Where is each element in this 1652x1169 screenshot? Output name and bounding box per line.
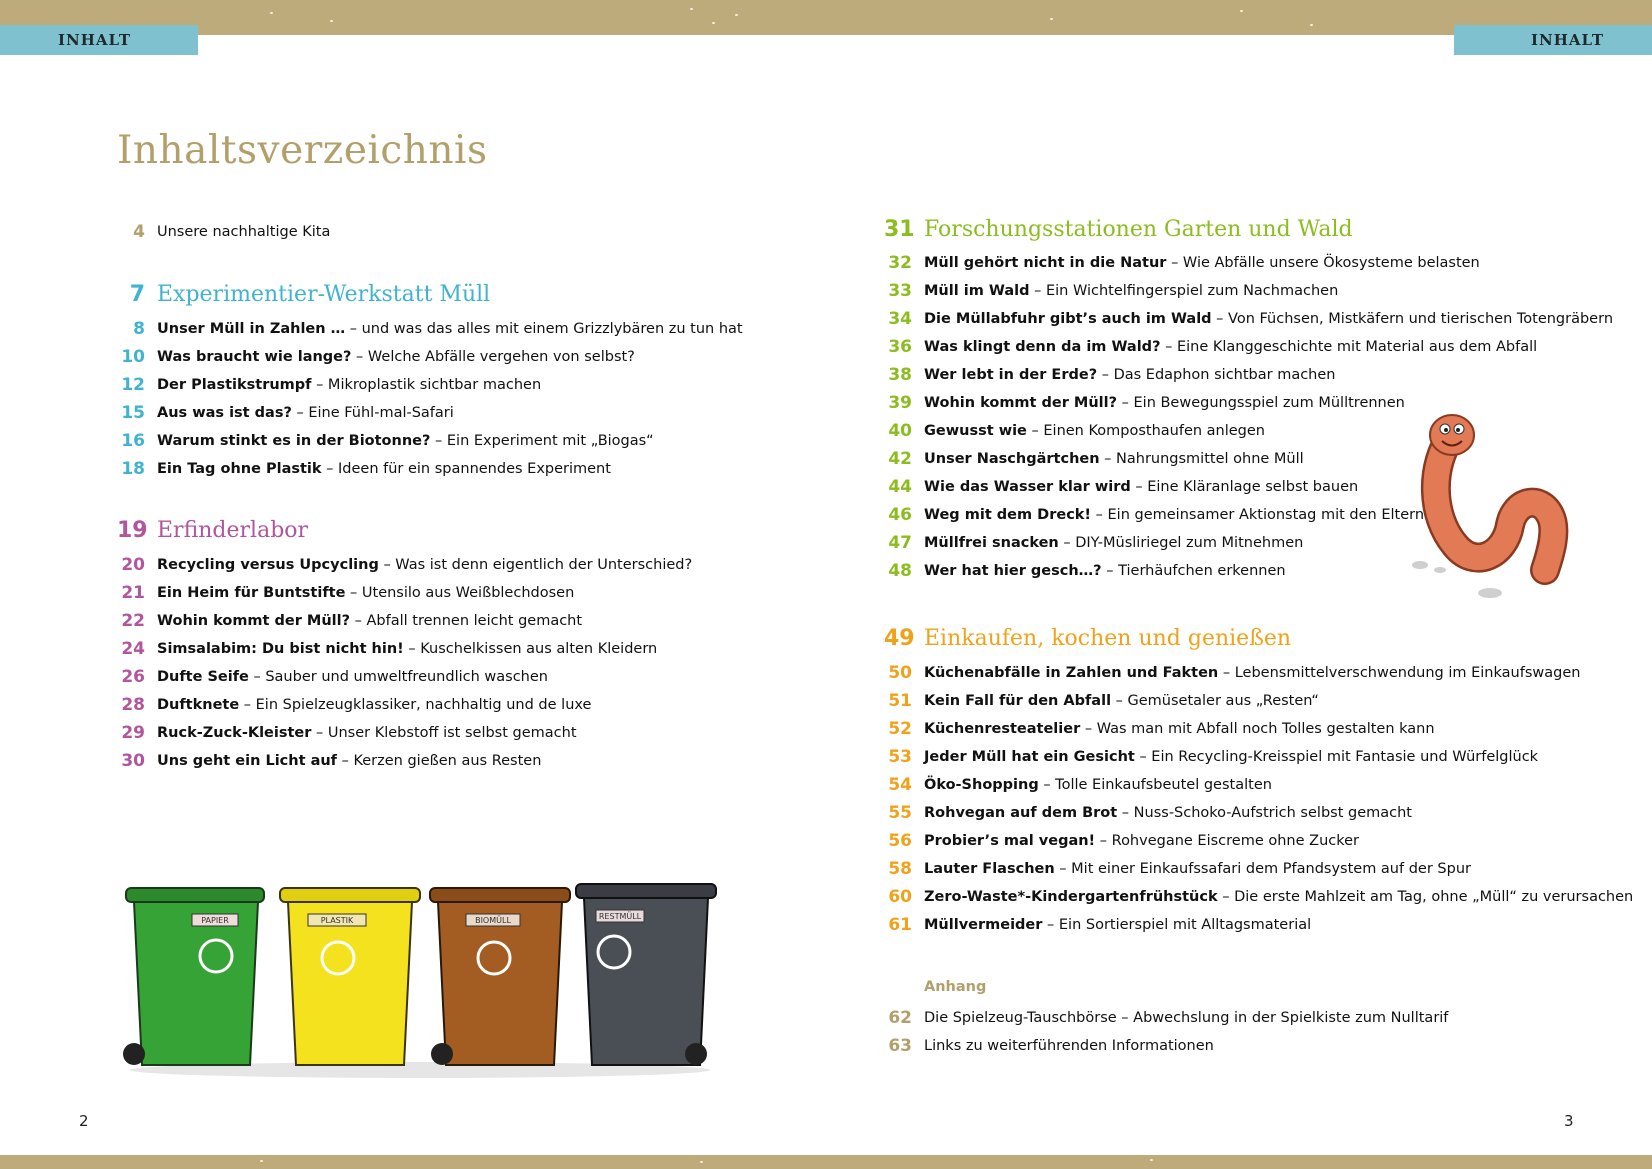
entry-page-number: 47: [888, 533, 912, 553]
page-number-right: 3: [1564, 1112, 1574, 1130]
entry-text: [924, 419, 1265, 443]
bin-label: PLASTIK: [320, 916, 354, 925]
entry-subtitle: – Die erste Mahlzeit am Tag, ohne „Müll“ zu verursachen: [1217, 889, 1634, 905]
speck: [1050, 18, 1053, 20]
entry-text: [924, 447, 1304, 471]
entry-subtitle: – Eine Klanggeschichte mit Material aus dem Abfall: [1160, 339, 1538, 355]
entry-text: Die Spielzeug-Tauschbörse – Abwechslung in der Spielkiste zum Nulltarif: [924, 1010, 1449, 1026]
entry-page-number: 30: [121, 751, 145, 771]
entry-text: [157, 401, 454, 425]
entry-title: Kein Fall für den Abfall: [924, 693, 1112, 709]
entry-page-number: 16: [121, 431, 145, 451]
bin-paper: [123, 888, 264, 1065]
entry-page-number: 52: [888, 719, 912, 739]
entry-title: Küchenabfälle in Zahlen und Fakten: [924, 665, 1219, 681]
entry-text: [924, 661, 1580, 685]
entry-subtitle: – Ein Wichtelfingerspiel zum Nachmachen: [1029, 283, 1339, 299]
page-number-left: 2: [79, 1112, 89, 1130]
entry-title: Wer lebt in der Erde?: [924, 367, 1098, 383]
entry-title: Wohin kommt der Müll?: [157, 613, 351, 629]
entry-page-number: 18: [121, 459, 145, 479]
entry-text: [157, 609, 582, 633]
entry-subtitle: – Tolle Einkaufsbeutel gestalten: [1038, 777, 1272, 793]
entry-text: [157, 665, 548, 689]
entry-subtitle: – Welche Abfälle vergehen von selbst?: [351, 349, 635, 365]
entry-title: Rohvegan auf dem Brot: [924, 805, 1118, 821]
entry-subtitle: – Einen Komposthaufen anlegen: [1026, 423, 1266, 439]
entry-page-number: 15: [121, 403, 145, 423]
section-page-number: 49: [884, 626, 915, 651]
entry-title: Unser Müll in Zahlen …: [157, 321, 346, 337]
entry-title: Die Müllabfuhr gibt’s auch im Wald: [924, 311, 1212, 327]
entry-subtitle: – Utensilo aus Weißblechdosen: [345, 585, 575, 601]
entry-text: [924, 475, 1358, 499]
entry-page-number: 26: [121, 667, 145, 687]
section-page-number: 19: [117, 518, 148, 543]
entry-subtitle: – und was das alles mit einem Grizzlybären zu tun hat: [345, 321, 743, 337]
entry-subtitle: – Abfall trennen leicht gemacht: [350, 613, 583, 629]
entry-title: Was klingt denn da im Wald?: [924, 339, 1161, 355]
entry-page-number: 36: [888, 337, 912, 357]
entry-title: Weg mit dem Dreck!: [924, 507, 1092, 523]
speck: [330, 20, 333, 22]
entry-subtitle: – Mit einer Einkaufssafari dem Pfandsystem auf der Spur: [1054, 861, 1471, 877]
section-title: Experimentier-Werkstatt Müll: [157, 282, 491, 307]
speck: [735, 14, 738, 16]
entry-text: [924, 829, 1359, 853]
entry-title: Jeder Müll hat ein Gesicht: [924, 749, 1135, 765]
speck: [1240, 10, 1243, 12]
entry-subtitle: – Mikroplastik sichtbar machen: [311, 377, 542, 393]
entry-subtitle: – Ein Recycling-Kreisspiel mit Fantasie und Würfelglück: [1134, 749, 1539, 765]
entry-page-number: 20: [121, 555, 145, 575]
entry-page-number: 10: [121, 347, 145, 367]
entry-subtitle: – Lebensmittelverschwendung im Einkaufswagen: [1218, 665, 1581, 681]
entry-title: Ruck-Zuck-Kleister: [157, 725, 312, 741]
speck: [1150, 1159, 1153, 1161]
entry-text: [157, 345, 635, 369]
speck: [700, 1161, 703, 1163]
entry-text: [924, 503, 1424, 527]
entry-text: Links zu weiterführenden Informationen: [924, 1038, 1214, 1054]
entry-subtitle: – Eine Fühl-mal-Safari: [291, 405, 454, 421]
section-tab-left: [0, 25, 198, 55]
entry-subtitle: – Das Edaphon sichtbar machen: [1097, 367, 1336, 383]
bin-label: BIOMÜLL: [475, 916, 511, 925]
speck: [690, 8, 693, 10]
entry-text: [157, 581, 574, 605]
bin-organic: [430, 888, 570, 1065]
entry-title: Müllfrei snacken: [924, 535, 1059, 551]
entry-page-number: 46: [888, 505, 912, 525]
entry-text: [924, 913, 1311, 937]
bin-label: PAPIER: [201, 916, 229, 925]
entry-page-number: 21: [121, 583, 145, 603]
entry-title: Müll gehört nicht in die Natur: [924, 255, 1167, 271]
entry-page-number: 63: [888, 1036, 912, 1056]
entry-page-number: 33: [888, 281, 912, 301]
entry-subtitle: – Ein Sortierspiel mit Alltagsmaterial: [1042, 917, 1312, 933]
entry-page-number: 44: [888, 477, 912, 497]
entry-page-number: 4: [133, 222, 145, 242]
bin-residual: [576, 884, 716, 1065]
entry-page-number: 39: [888, 393, 912, 413]
section-page-number: 7: [129, 282, 145, 307]
entry-page-number: 38: [888, 365, 912, 385]
entry-text: [924, 531, 1303, 555]
entry-text: [924, 745, 1538, 769]
entry-page-number: 28: [121, 695, 145, 715]
entry-title: Dufte Seife: [157, 669, 249, 685]
entry-title: Gewusst wie: [924, 423, 1027, 439]
entry-subtitle: – Gemüsetaler aus „Resten“: [1111, 693, 1319, 709]
entry-subtitle: – Ideen für ein spannendes Experiment: [321, 461, 611, 477]
entry-title: Unser Naschgärtchen: [924, 451, 1100, 467]
entry-subtitle: – Ein gemeinsamer Aktionstag mit den Eltern: [1091, 507, 1425, 523]
entry-page-number: 50: [888, 663, 912, 683]
entry-text: [157, 693, 591, 717]
entry-text: [924, 559, 1286, 583]
entry-text: [924, 279, 1338, 303]
entry-page-number: 12: [121, 375, 145, 395]
entry-title: Wie das Wasser klar wird: [924, 479, 1131, 495]
entry-text: [157, 429, 654, 453]
entry-text: [924, 885, 1633, 909]
entry-page-number: 53: [888, 747, 912, 767]
entry-page-number: 24: [121, 639, 145, 659]
entry-page-number: 8: [133, 319, 145, 339]
entry-title: Zero-Waste*-Kindergartenfrühstück: [924, 889, 1218, 905]
entry-title: Der Plastikstrumpf: [157, 377, 312, 393]
entry-text: [924, 689, 1319, 713]
entry-title: Ein Tag ohne Plastik: [157, 461, 322, 477]
tab-label: INHALT: [58, 31, 132, 49]
entry-subtitle: – Wie Abfälle unsere Ökosysteme belasten: [1166, 255, 1480, 271]
entry-title: Öko-Shopping: [924, 777, 1039, 793]
entry-page-number: 58: [888, 859, 912, 879]
entry-subtitle: – Nuss-Schoko-Aufstrich selbst gemacht: [1117, 805, 1412, 821]
entry-subtitle: – Was ist denn eigentlich der Unterschied?: [378, 557, 693, 573]
entry-text: [924, 335, 1537, 359]
entry-subtitle: – Unser Klebstoff ist selbst gemacht: [311, 725, 577, 741]
entry-title: Simsalabim: Du bist nicht hin!: [157, 641, 404, 657]
speck: [712, 22, 715, 24]
speck: [260, 1160, 263, 1162]
entry-subtitle: – Eine Kläranlage selbst bauen: [1130, 479, 1359, 495]
entry-page-number: 55: [888, 803, 912, 823]
entry-page-number: 34: [888, 309, 912, 329]
entry-title: Müllvermeider: [924, 917, 1043, 933]
entry-subtitle: – Rohvegane Eiscreme ohne Zucker: [1095, 833, 1360, 849]
entry-text: [924, 717, 1435, 741]
section-page-number: 31: [884, 217, 915, 242]
entry-subtitle: – Was man mit Abfall noch Tolles gestalten kann: [1080, 721, 1435, 737]
tab-label: INHALT: [1530, 31, 1604, 49]
entry-title: Warum stinkt es in der Biotonne?: [157, 433, 431, 449]
waste-bins-illustration: [120, 870, 720, 1080]
entry-subtitle: – Ein Spielzeugklassiker, nachhaltig und de luxe: [239, 697, 592, 713]
entry-title: Müll im Wald: [924, 283, 1030, 299]
entry-title: Wohin kommt der Müll?: [924, 395, 1118, 411]
entry-page-number: 48: [888, 561, 912, 581]
entry-text: [157, 721, 577, 745]
entry-title: Duftknete: [157, 697, 240, 713]
entry-subtitle: – Ein Experiment mit „Biogas“: [430, 433, 654, 449]
entry-title: Küchenresteatelier: [924, 721, 1081, 737]
top-border: [0, 0, 1652, 35]
entry-page-number: 32: [888, 253, 912, 273]
speck: [270, 12, 273, 14]
entry-page-number: 22: [121, 611, 145, 631]
entry-page-number: 40: [888, 421, 912, 441]
section-tab-right: [1454, 25, 1652, 55]
entry-title: Aus was ist das?: [157, 405, 292, 421]
bin-plastic: [280, 888, 420, 1065]
entry-title: Lauter Flaschen: [924, 861, 1055, 877]
entry-title: Recycling versus Upcycling: [157, 557, 379, 573]
entry-text: [924, 857, 1471, 881]
entry-page-number: 56: [888, 831, 912, 851]
entry-subtitle: – Von Füchsen, Mistkäfern und tierischen Totengräbern: [1211, 311, 1614, 327]
section-title: Erfinderlabor: [157, 518, 309, 543]
entry-page-number: 62: [888, 1008, 912, 1028]
entry-subtitle: – Kerzen gießen aus Resten: [337, 753, 542, 769]
entry-page-number: 29: [121, 723, 145, 743]
appendix-heading: Anhang: [924, 979, 987, 995]
entry-text: [924, 251, 1480, 275]
bin-label: RESTMÜLL: [598, 912, 642, 921]
entry-subtitle: – DIY-Müsliriegel zum Mitnehmen: [1058, 535, 1304, 551]
entry-title: Was braucht wie lange?: [157, 349, 352, 365]
entry-text: [924, 307, 1613, 331]
entry-text: [157, 373, 541, 397]
section-title: Einkaufen, kochen und genießen: [924, 626, 1292, 651]
entry-text: [157, 317, 743, 341]
entry-text: [924, 363, 1335, 387]
page-title: Inhaltsverzeichnis: [117, 128, 488, 173]
entry-subtitle: – Tierhäufchen erkennen: [1101, 563, 1286, 579]
entry-page-number: 54: [888, 775, 912, 795]
entry-title: Wer hat hier gesch…?: [924, 563, 1102, 579]
entry-page-number: 61: [888, 915, 912, 935]
entry-text: [157, 637, 657, 661]
worm-illustration: [1390, 405, 1580, 605]
entry-text: [157, 457, 611, 481]
entry-text: Unsere nachhaltige Kita: [157, 224, 331, 240]
entry-page-number: 51: [888, 691, 912, 711]
entry-title: Ein Heim für Buntstifte: [157, 585, 346, 601]
entry-subtitle: – Ein Bewegungsspiel zum Mülltrennen: [1117, 395, 1405, 411]
entry-text: [924, 391, 1405, 415]
bottom-border: [0, 1155, 1652, 1169]
entry-subtitle: – Nahrungsmittel ohne Müll: [1099, 451, 1304, 467]
entry-text: [924, 801, 1412, 825]
section-title: Forschungsstationen Garten und Wald: [924, 217, 1353, 242]
entry-text: [924, 773, 1272, 797]
entry-page-number: 60: [888, 887, 912, 907]
entry-subtitle: – Kuschelkissen aus alten Kleidern: [403, 641, 658, 657]
entry-page-number: 42: [888, 449, 912, 469]
entry-subtitle: – Sauber und umweltfreundlich waschen: [248, 669, 548, 685]
speck: [1310, 24, 1313, 26]
entry-text: [157, 553, 692, 577]
entry-text: [157, 749, 541, 773]
entry-title: Probier’s mal vegan!: [924, 833, 1096, 849]
entry-title: Uns geht ein Licht auf: [157, 753, 337, 769]
